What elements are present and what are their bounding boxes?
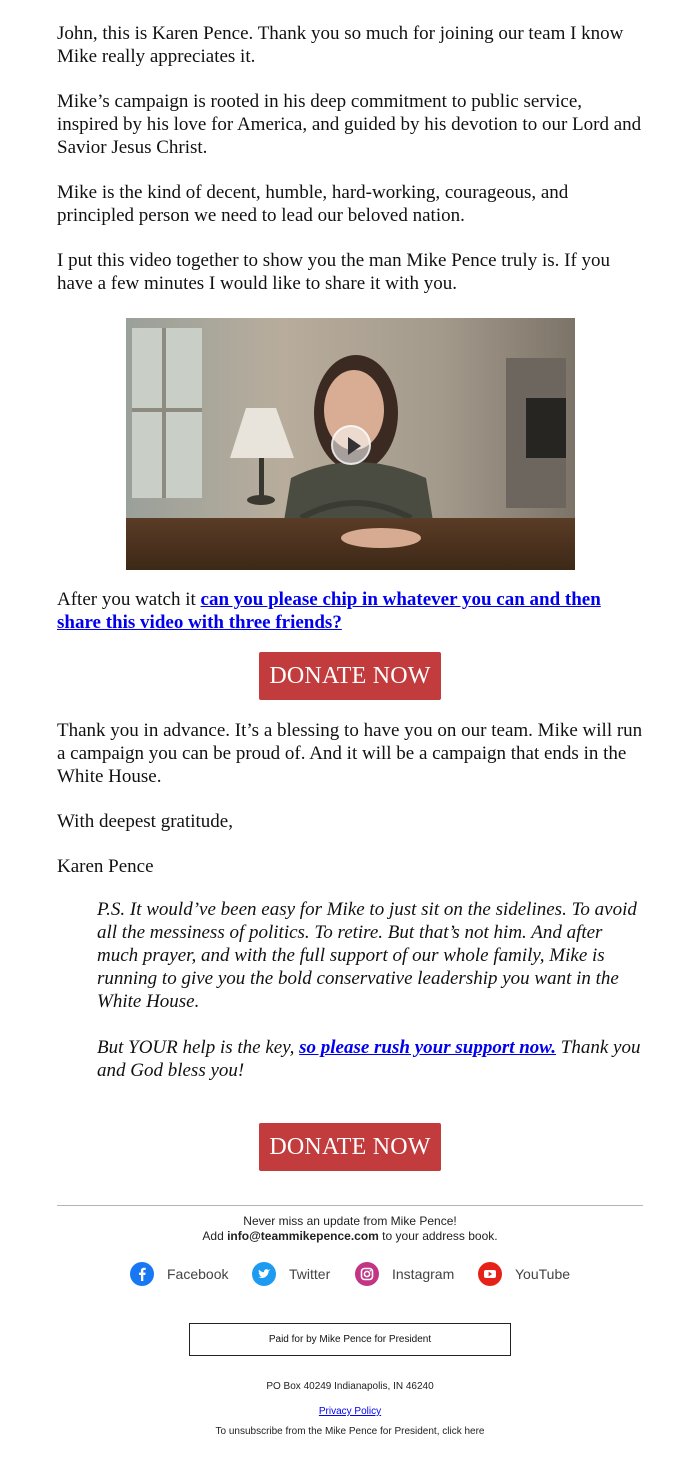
social-label-instagram: Instagram	[392, 1266, 455, 1282]
ps-text: P.S. It would’ve been easy for Mike to just sit on the sidelines. To avoid all the messiness of politics. To retire. But that’s not him. And after much prayer, and with the full support of our whole family, Mike is running to give you the bold conservative leadership you want in the	[97, 899, 637, 989]
facebook-icon	[130, 1262, 154, 1286]
social-youtube[interactable]	[478, 1262, 570, 1286]
footer-update-line: Never miss an update from Mike Pence!	[243, 1214, 457, 1228]
ps-help	[97, 1036, 645, 1082]
address-book-suffix: to your address book.	[378, 1229, 498, 1243]
youtube-icon	[478, 1262, 502, 1286]
paid-for-box: Paid for by Mike Pence for President	[189, 1323, 511, 1356]
play-icon[interactable]	[331, 425, 371, 465]
after-video-paragraph	[57, 588, 647, 634]
letter-body	[57, 22, 645, 317]
signature: Karen Pence	[57, 856, 154, 877]
social-label-youtube: YouTube	[515, 1266, 571, 1282]
paragraph-campaign: Mike’s campaign is rooted in his deep commitment to public service, inspired by his love for America, and guided by his devotion to our Lord and Savior Jesus Christ.	[57, 91, 642, 158]
social-label-twitter: Twitter	[289, 1266, 331, 1282]
social-twitter[interactable]	[252, 1262, 330, 1286]
paragraph-greeting: John, this is Karen Pence. Thank you so much for joining our team I know Mike really appreciates it.	[57, 23, 624, 67]
social-instagram[interactable]	[355, 1262, 454, 1286]
instagram-icon	[355, 1262, 379, 1286]
donate-now-button[interactable]: DONATE NOW	[259, 652, 441, 700]
postscript	[97, 898, 645, 1082]
footer-email[interactable]: info@teammikepence.com	[227, 1229, 379, 1243]
donate-now-button-bottom[interactable]: DONATE NOW	[259, 1123, 441, 1171]
rush-support-link[interactable]: so please rush your support now.	[299, 1037, 557, 1058]
paragraph-video-intro: I put this video together to show you the man Mike Pence truly is. If you have a few minutes I would like to share it with you.	[57, 250, 611, 294]
paragraph-thank-you: Thank you in advance. It’s a blessing to have you on our team. Mike will run a campaign you can be proud of. And it will be a campaign that ends in the White House.	[57, 720, 643, 787]
twitter-icon	[252, 1262, 276, 1286]
address-book-prefix: Add	[202, 1229, 228, 1243]
footer-address-book-line	[0, 1229, 700, 1243]
ps-help-tail: Thank you and God bless you!	[97, 1037, 641, 1081]
mailing-address: PO Box 40249 Indianapolis, IN 46240	[266, 1381, 434, 1392]
ps-text-continued: White House.	[97, 991, 200, 1012]
after-video-text: After you watch it	[57, 589, 201, 610]
footer-divider	[57, 1205, 643, 1206]
chip-in-link[interactable]: can you please chip in whatever you can and then share this video with three friends?	[57, 589, 601, 633]
unsubscribe-link[interactable]: To unsubscribe from the Mike Pence for President, click here	[215, 1426, 485, 1437]
privacy-policy-wrap	[0, 1406, 700, 1417]
social-label-facebook: Facebook	[167, 1266, 229, 1282]
closing-line: With deepest gratitude,	[57, 811, 233, 832]
letter-closing	[57, 719, 647, 900]
social-facebook[interactable]	[130, 1262, 228, 1286]
privacy-policy-link[interactable]: Privacy Policy	[318, 1406, 382, 1417]
ps-help-text: But YOUR help is the key,	[97, 1037, 300, 1058]
paragraph-character: Mike is the kind of decent, humble, hard-working, courageous, and principled person we need to lead our beloved nation.	[57, 182, 569, 226]
